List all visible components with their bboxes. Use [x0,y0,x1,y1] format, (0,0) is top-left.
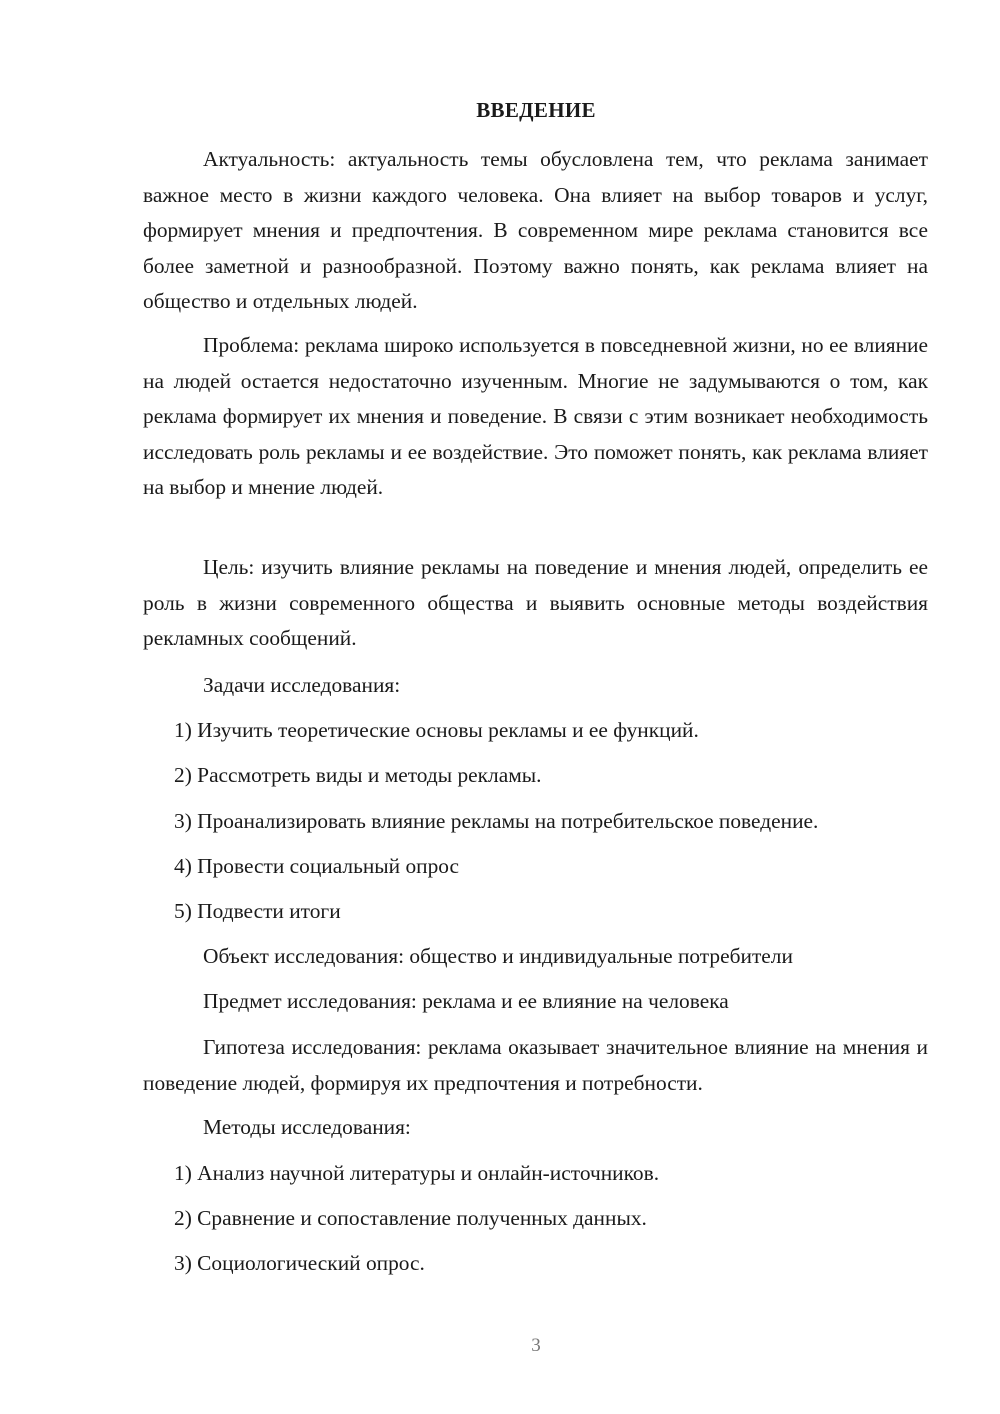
method-item-3: 3) Социологический опрос. [174,1251,425,1275]
research-object: Объект исследования: общество и индивидуальные потребители [203,944,793,968]
methods-heading: Методы исследования: [203,1115,411,1139]
page-number: 3 [531,1335,541,1356]
paragraph-relevance: Актуальность: актуальность темы обусловлена тем, что реклама занимает важное место в жизни каждого человека. Она влияет на выбор товаров и услуг, формирует мнения и предпочтения. В современном мире реклама становится все более заметной и разнообразной. Поэтому важно понять, как реклама влияет на общество и отдельных людей. [143,147,928,313]
method-item-1: 1) Анализ научной литературы и онлайн-источников. [174,1161,660,1185]
task-item-2: 2) Рассмотреть виды и методы рекламы. [174,763,542,787]
page-title: ВВЕДЕНИЕ [476,98,596,122]
task-item-1: 1) Изучить теоретические основы рекламы и ее функций. [174,718,699,742]
task-item-4: 4) Провести социальный опрос [174,854,460,878]
method-item-2: 2) Сравнение и сопоставление полученных данных. [174,1206,647,1230]
task-item-5: 5) Подвести итоги [174,899,341,923]
paragraph-problem: Проблема: реклама широко используется в повседневной жизни, но ее влияние на людей остается недостаточно изученным. Многие не задумываются о том, как реклама формирует их мнения и поведение. В связи с этим возникает необходимость исследовать роль рекламы и ее воздействие. Это поможет понять, как реклама влияет на выбор и мнение людей. [143,333,928,499]
research-subject: Предмет исследования: реклама и ее влияние на человека [203,989,729,1013]
paragraph-hypothesis: Гипотеза исследования: реклама оказывает значительное влияние на мнения и поведение людей, формируя их предпочтения и потребности. [143,1035,928,1095]
tasks-heading: Задачи исследования: [203,673,401,697]
task-item-3: 3) Проанализировать влияние рекламы на потребительское поведение. [174,809,819,833]
paragraph-goal: Цель: изучить влияние рекламы на поведение и мнения людей, определить ее роль в жизни современного общества и выявить основные методы воздействия рекламных сообщений. [143,555,928,650]
